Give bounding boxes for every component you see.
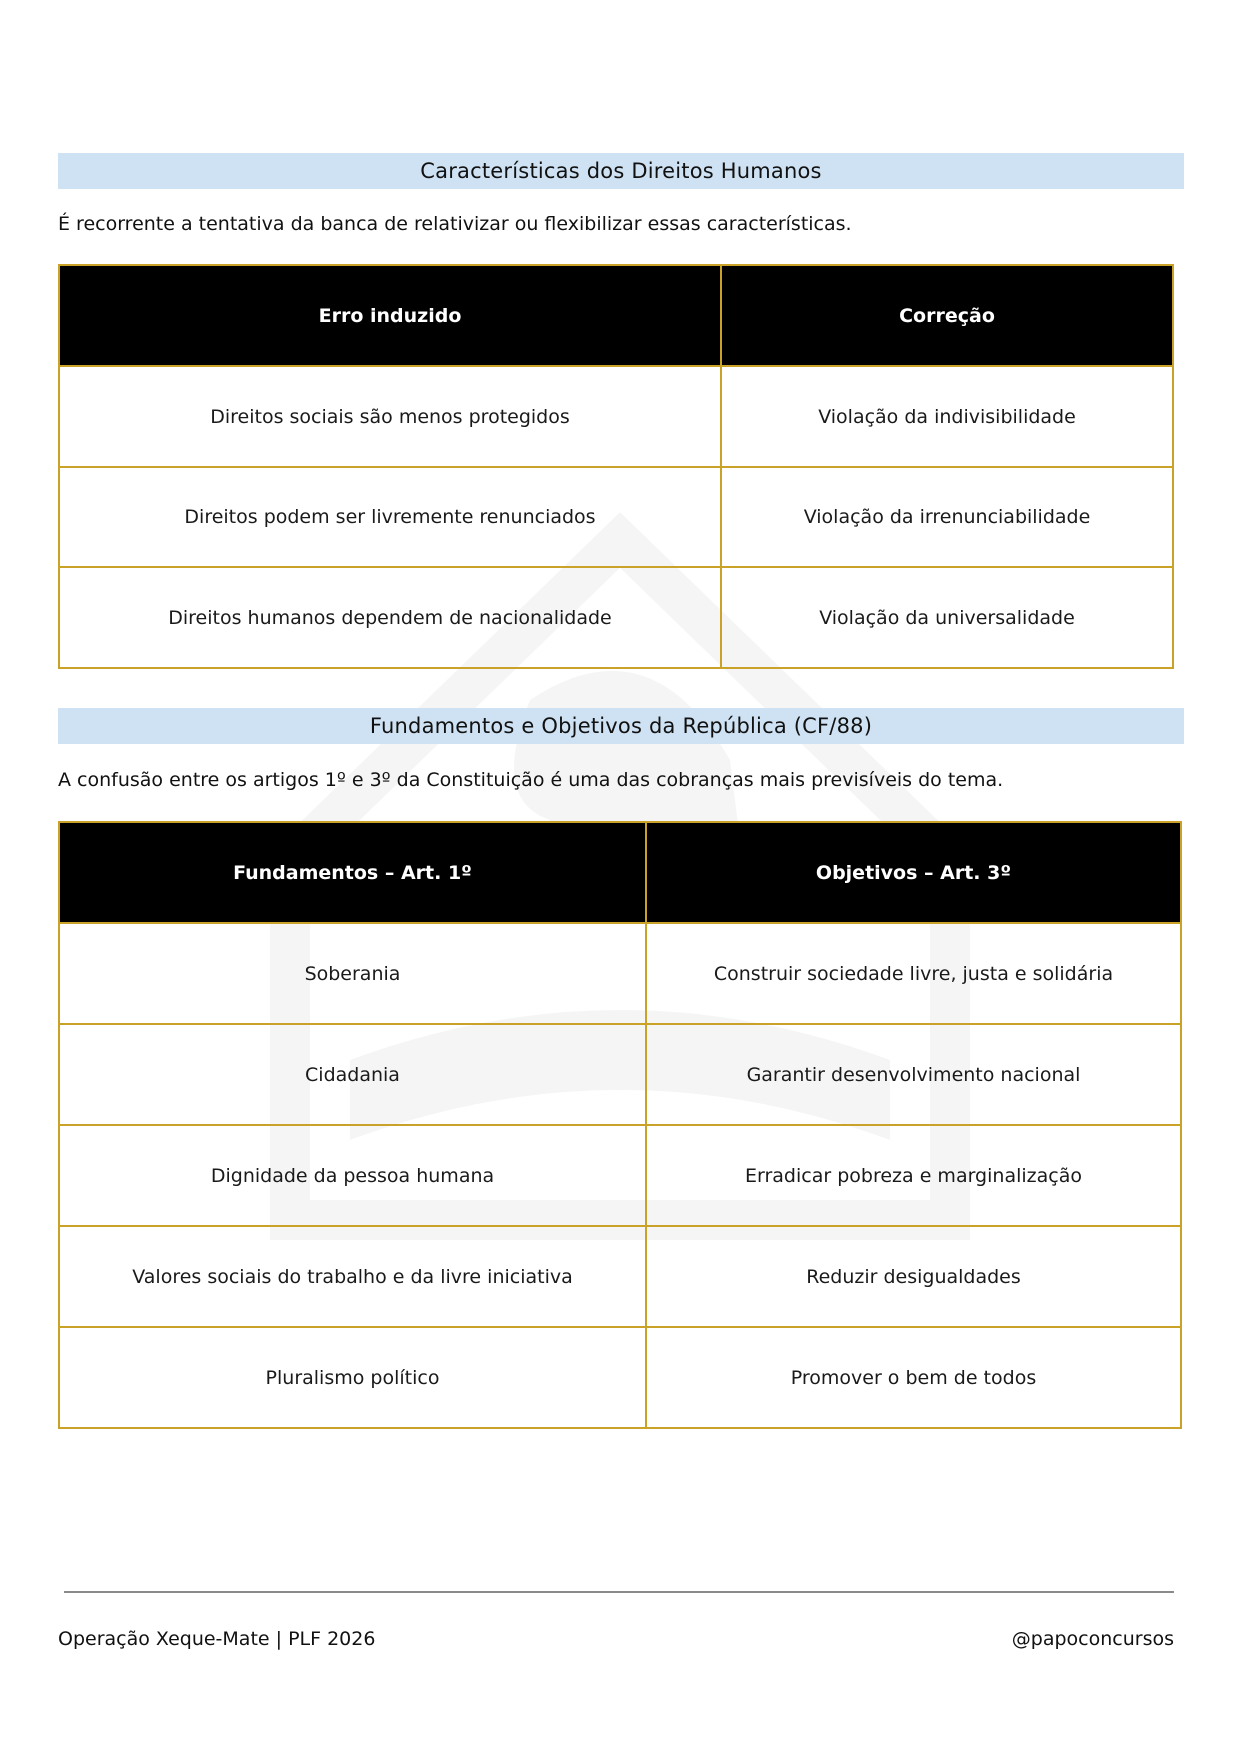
header-correcao: Correção (721, 265, 1173, 366)
table-row (59, 923, 1181, 1024)
table-cell: Garantir desenvolvimento nacional (646, 1024, 1181, 1125)
table-cell: Promover o bem de todos (646, 1327, 1181, 1428)
table-cell: Violação da indivisibilidade (721, 366, 1173, 467)
fundamentals-table (58, 821, 1182, 1429)
table-cell: Erradicar pobreza e marginalização (646, 1125, 1181, 1226)
table-cell: Valores sociais do trabalho e da livre iniciativa (59, 1226, 646, 1327)
header-objetivos: Objetivos – Art. 3º (646, 822, 1181, 923)
characteristics-table (58, 264, 1174, 669)
table-header-row (59, 265, 1173, 366)
table-row (59, 366, 1173, 467)
table-cell: Pluralismo político (59, 1327, 646, 1428)
table-cell: Construir sociedade livre, justa e solidária (646, 923, 1181, 1024)
section-title-fundamentals: Fundamentos e Objetivos da República (CF/88) (58, 708, 1184, 744)
footer-left-text: Operação Xeque-Mate | PLF 2026 (58, 1628, 376, 1650)
table-cell: Soberania (59, 923, 646, 1024)
section-intro-characteristics: É recorrente a tentativa da banca de relativizar ou flexibilizar essas características. (58, 213, 852, 235)
table-row (59, 1327, 1181, 1428)
table-row (59, 567, 1173, 668)
header-fundamentos: Fundamentos – Art. 1º (59, 822, 646, 923)
table-row (59, 467, 1173, 567)
table-row (59, 1024, 1181, 1125)
footer-divider (64, 1591, 1174, 1593)
table-cell: Reduzir desigualdades (646, 1226, 1181, 1327)
table-cell: Violação da universalidade (721, 567, 1173, 668)
table-header-row (59, 822, 1181, 923)
table-cell: Dignidade da pessoa humana (59, 1125, 646, 1226)
section-title-characteristics: Características dos Direitos Humanos (58, 153, 1184, 189)
table-cell: Direitos humanos dependem de nacionalidade (59, 567, 721, 668)
table-cell: Direitos podem ser livremente renunciados (59, 467, 721, 567)
footer-social-handle: @papoconcursos (1011, 1628, 1174, 1650)
header-erro-induzido: Erro induzido (59, 265, 721, 366)
table-row (59, 1226, 1181, 1327)
table-cell: Cidadania (59, 1024, 646, 1125)
section-intro-fundamentals: A confusão entre os artigos 1º e 3º da Constituição é uma das cobranças mais previsíveis do tema. (58, 769, 1004, 791)
table-row (59, 1125, 1181, 1226)
table-cell: Direitos sociais são menos protegidos (59, 366, 721, 467)
table-cell: Violação da irrenunciabilidade (721, 467, 1173, 567)
